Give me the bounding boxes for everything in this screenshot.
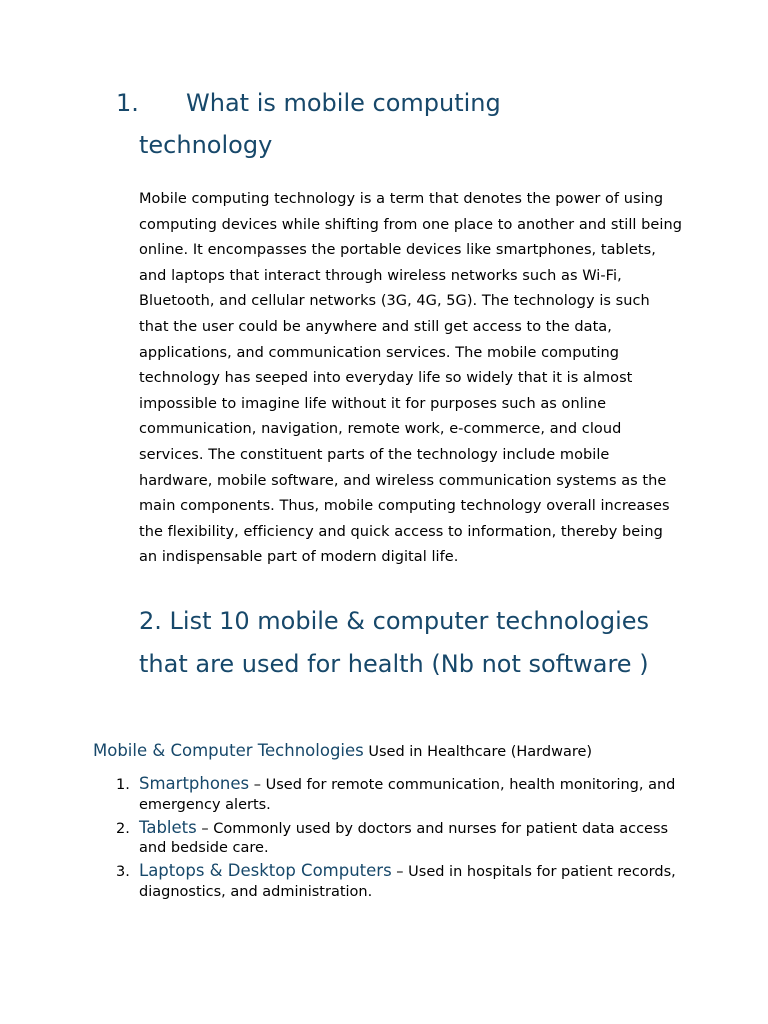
section-1-heading [116, 82, 676, 166]
list-item-description: – Commonly used by doctors and nurses for patient data access and bedside care. [139, 820, 669, 856]
list-item [116, 861, 676, 902]
hardware-list [116, 774, 676, 905]
list-item [116, 818, 676, 859]
list-item-number: 3. [116, 864, 130, 880]
section-2-heading: 2. List 10 mobile & computer technologies that are used for health (Nb not software ) [139, 607, 650, 678]
hardware-subheading [93, 741, 592, 760]
list-item-term: Tablets [139, 817, 197, 837]
section-1-title-line1: What is mobile computing [186, 89, 501, 117]
subheading-rest: Used in Healthcare (Hardware) [363, 744, 593, 760]
list-item-number: 2. [116, 820, 130, 837]
section-1-title-line2: technology [139, 131, 273, 159]
list-item-term: Laptops & Desktop Computers [139, 861, 392, 880]
section-1-number: 1. [116, 89, 139, 117]
list-item-number: 1. [116, 777, 130, 793]
list-item-description: – Used for remote communication, health monitoring, and emergency alerts. [139, 777, 676, 813]
list-item [116, 774, 676, 815]
section-1-paragraph: Mobile computing technology is a term that denotes the power of using computing devices while shifting from one place to another and still being online. It encompasses the portable devices like smartphones, tablets, and laptops that interact through wireless networks such as Wi-Fi, Bluetooth, and cellular networks (3G, 4G, 5G). The technology is such that the user could be anywhere and still get access to the data, applications, and communication services. The mobile computing technology has seeped into everyday life so widely that it is almost impossible to imagine life without it for purposes such as online communication, navigation, remote work, e-commerce, and cloud services. The constituent parts of the technology include mobile hardware, mobile software, and wireless communication systems as the main components. Thus, mobile computing technology overall increases the flexibility, efficiency and quick access to information, thereby being an indispensable part of modern digital life. [139, 191, 682, 566]
subheading-highlight: Mobile & Computer Technologies [93, 741, 364, 760]
list-item-description: – Used in hospitals for patient records, diagnostics, and administration. [139, 864, 676, 900]
list-item-term: Smartphones [139, 774, 250, 793]
